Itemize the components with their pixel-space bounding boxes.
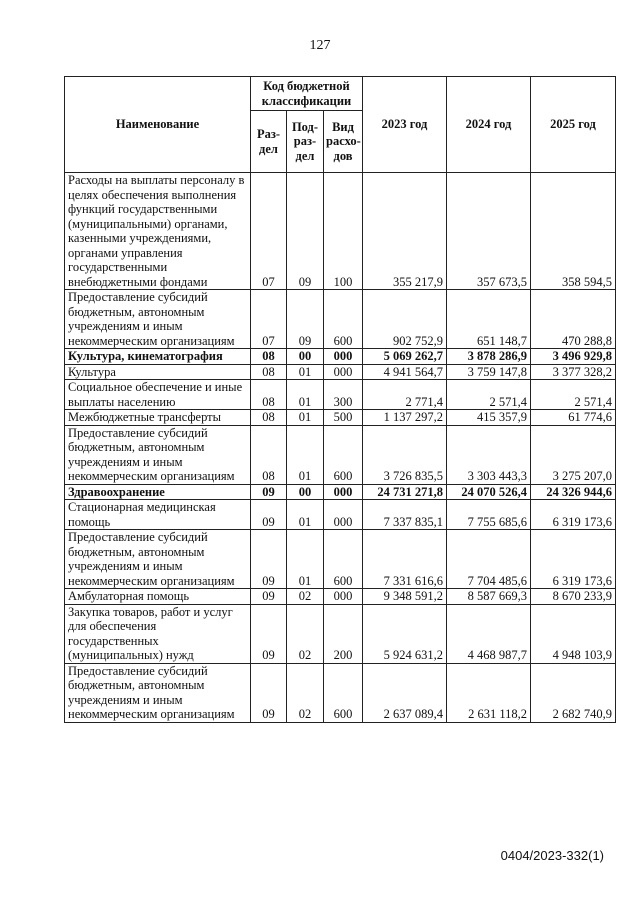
row-value-2024: 2 631 118,2 bbox=[447, 663, 531, 722]
document-code: 0404/2023-332(1) bbox=[500, 848, 604, 863]
header-row-1 bbox=[65, 77, 616, 111]
row-subsection: 01 bbox=[287, 410, 324, 426]
row-name: Социальное обеспечение и иные выплаты населению bbox=[65, 380, 251, 410]
row-value-2025: 3 496 929,8 bbox=[531, 349, 616, 365]
row-name: Предоставление субсидий бюджетным, автономным учреждениям и иным некоммерческим организациям bbox=[65, 290, 251, 349]
row-value-2023: 4 941 564,7 bbox=[363, 364, 447, 380]
table-row bbox=[65, 589, 616, 605]
row-subsection: 01 bbox=[287, 380, 324, 410]
row-value-2024: 357 673,5 bbox=[447, 173, 531, 290]
row-expense-type: 000 bbox=[324, 589, 363, 605]
row-value-2023: 24 731 271,8 bbox=[363, 484, 447, 500]
row-subsection: 02 bbox=[287, 589, 324, 605]
row-value-2025: 6 319 173,6 bbox=[531, 530, 616, 589]
row-value-2023: 355 217,9 bbox=[363, 173, 447, 290]
row-section: 09 bbox=[251, 589, 287, 605]
row-value-2024: 7 704 485,6 bbox=[447, 530, 531, 589]
row-subsection: 01 bbox=[287, 500, 324, 530]
row-value-2025: 2 682 740,9 bbox=[531, 663, 616, 722]
row-name: Предоставление субсидий бюджетным, автономным учреждениям и иным некоммерческим организациям bbox=[65, 425, 251, 484]
table-row bbox=[65, 500, 616, 530]
row-section: 08 bbox=[251, 380, 287, 410]
row-value-2023: 902 752,9 bbox=[363, 290, 447, 349]
row-value-2024: 651 148,7 bbox=[447, 290, 531, 349]
row-subsection: 09 bbox=[287, 290, 324, 349]
header-2023: 2023 год bbox=[363, 77, 447, 173]
row-section: 09 bbox=[251, 484, 287, 500]
header-section: Раз-дел bbox=[251, 111, 287, 173]
row-expense-type: 000 bbox=[324, 500, 363, 530]
row-section: 08 bbox=[251, 364, 287, 380]
row-value-2024: 3 759 147,8 bbox=[447, 364, 531, 380]
header-2024: 2024 год bbox=[447, 77, 531, 173]
row-value-2024: 3 303 443,3 bbox=[447, 425, 531, 484]
row-value-2024: 2 571,4 bbox=[447, 380, 531, 410]
row-value-2024: 24 070 526,4 bbox=[447, 484, 531, 500]
row-name: Культура bbox=[65, 364, 251, 380]
row-name: Стационарная медицинская помощь bbox=[65, 500, 251, 530]
row-expense-type: 600 bbox=[324, 530, 363, 589]
row-section: 07 bbox=[251, 290, 287, 349]
table-body bbox=[65, 173, 616, 723]
row-value-2023: 2 637 089,4 bbox=[363, 663, 447, 722]
row-value-2025: 3 275 207,0 bbox=[531, 425, 616, 484]
row-value-2025: 3 377 328,2 bbox=[531, 364, 616, 380]
row-value-2024: 3 878 286,9 bbox=[447, 349, 531, 365]
row-subsection: 09 bbox=[287, 173, 324, 290]
header-2025: 2025 год bbox=[531, 77, 616, 173]
row-value-2024: 7 755 685,6 bbox=[447, 500, 531, 530]
row-section: 09 bbox=[251, 604, 287, 663]
row-name: Культура, кинематография bbox=[65, 349, 251, 365]
row-value-2024: 4 468 987,7 bbox=[447, 604, 531, 663]
row-value-2023: 9 348 591,2 bbox=[363, 589, 447, 605]
header-expense-type: Вид расхо-дов bbox=[324, 111, 363, 173]
row-section: 09 bbox=[251, 530, 287, 589]
table-row bbox=[65, 425, 616, 484]
row-value-2023: 3 726 835,5 bbox=[363, 425, 447, 484]
row-value-2023: 2 771,4 bbox=[363, 380, 447, 410]
row-value-2025: 8 670 233,9 bbox=[531, 589, 616, 605]
row-expense-type: 000 bbox=[324, 364, 363, 380]
row-name: Предоставление субсидий бюджетным, автономным учреждениям и иным некоммерческим организациям bbox=[65, 663, 251, 722]
row-expense-type: 100 bbox=[324, 173, 363, 290]
budget-table bbox=[64, 76, 616, 723]
row-expense-type: 500 bbox=[324, 410, 363, 426]
table-row bbox=[65, 290, 616, 349]
row-section: 08 bbox=[251, 425, 287, 484]
row-value-2024: 8 587 669,3 bbox=[447, 589, 531, 605]
row-value-2025: 4 948 103,9 bbox=[531, 604, 616, 663]
row-value-2023: 5 924 631,2 bbox=[363, 604, 447, 663]
row-value-2023: 7 331 616,6 bbox=[363, 530, 447, 589]
table-row bbox=[65, 663, 616, 722]
row-value-2024: 415 357,9 bbox=[447, 410, 531, 426]
table-row bbox=[65, 410, 616, 426]
table-row bbox=[65, 484, 616, 500]
row-expense-type: 300 bbox=[324, 380, 363, 410]
row-name: Предоставление субсидий бюджетным, автономным учреждениям и иным некоммерческим организациям bbox=[65, 530, 251, 589]
row-section: 09 bbox=[251, 663, 287, 722]
header-code-group: Код бюджетной классификации bbox=[251, 77, 363, 111]
row-value-2023: 1 137 297,2 bbox=[363, 410, 447, 426]
row-subsection: 01 bbox=[287, 364, 324, 380]
row-expense-type: 200 bbox=[324, 604, 363, 663]
row-subsection: 00 bbox=[287, 484, 324, 500]
row-name: Расходы на выплаты персоналу в целях обеспечения выполнения функций государственными (муниципальными) органами, казенными учреждениями, органами управления государственными внебюджетными фондами bbox=[65, 173, 251, 290]
table-row bbox=[65, 604, 616, 663]
row-value-2025: 6 319 173,6 bbox=[531, 500, 616, 530]
table-row bbox=[65, 530, 616, 589]
header-name: Наименование bbox=[65, 77, 251, 173]
row-value-2023: 7 337 835,1 bbox=[363, 500, 447, 530]
row-value-2025: 2 571,4 bbox=[531, 380, 616, 410]
row-subsection: 02 bbox=[287, 663, 324, 722]
table-row bbox=[65, 364, 616, 380]
row-name: Амбулаторная помощь bbox=[65, 589, 251, 605]
table-row bbox=[65, 349, 616, 365]
header-subsection: Под-раз-дел bbox=[287, 111, 324, 173]
row-expense-type: 600 bbox=[324, 663, 363, 722]
table-row bbox=[65, 380, 616, 410]
row-value-2025: 358 594,5 bbox=[531, 173, 616, 290]
row-expense-type: 000 bbox=[324, 484, 363, 500]
row-value-2025: 470 288,8 bbox=[531, 290, 616, 349]
row-expense-type: 600 bbox=[324, 290, 363, 349]
row-section: 08 bbox=[251, 410, 287, 426]
row-name: Здравоохранение bbox=[65, 484, 251, 500]
row-value-2023: 5 069 262,7 bbox=[363, 349, 447, 365]
page-number: 127 bbox=[309, 38, 331, 53]
row-subsection: 01 bbox=[287, 425, 324, 484]
table-row bbox=[65, 173, 616, 290]
row-expense-type: 600 bbox=[324, 425, 363, 484]
row-subsection: 00 bbox=[287, 349, 324, 365]
row-subsection: 01 bbox=[287, 530, 324, 589]
row-name: Межбюджетные трансферты bbox=[65, 410, 251, 426]
row-section: 07 bbox=[251, 173, 287, 290]
row-expense-type: 000 bbox=[324, 349, 363, 365]
row-name: Закупка товаров, работ и услуг для обеспечения государственных (муниципальных) нужд bbox=[65, 604, 251, 663]
row-value-2025: 61 774,6 bbox=[531, 410, 616, 426]
row-section: 09 bbox=[251, 500, 287, 530]
row-value-2025: 24 326 944,6 bbox=[531, 484, 616, 500]
row-section: 08 bbox=[251, 349, 287, 365]
row-subsection: 02 bbox=[287, 604, 324, 663]
